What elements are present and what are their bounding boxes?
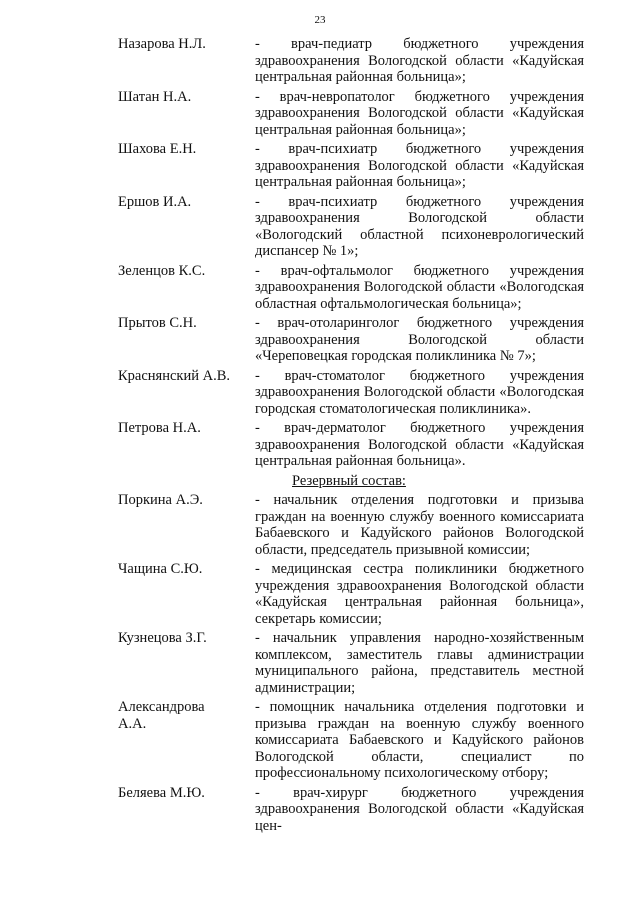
member-duty: - начальник управления народно-хозяйственным комплексом, заместитель главы администрации муниципального района, представитель местной администрации; [255, 630, 584, 696]
member-entry [0, 315, 640, 365]
member-name: Чащина С.Ю. [118, 561, 203, 577]
member-name-line: Александрова [118, 699, 205, 715]
member-entry [0, 420, 640, 470]
member-duty: - врач-психиатр бюджетного учреждения здравоохранения Вологодской области «Вологодский областной психоневрологический диспансер № 1»; [255, 193, 584, 259]
member-entry [0, 263, 640, 313]
member-duty: - врач-педиатр бюджетного учреждения здравоохранения Вологодской области «Кадуйская центральная районная больница»; [255, 36, 584, 85]
member-name [118, 699, 253, 732]
member-name: Краснянский А.В. [118, 367, 230, 384]
member-duty: - врач-невропатолог бюджетного учреждения здравоохранения Вологодской области «Кадуйская центральная районная больница»; [255, 88, 584, 138]
member-entry [0, 699, 640, 782]
member-name: Прытов С.Н. [118, 315, 197, 331]
member-duty: - врач-психиатр бюджетного учреждения здравоохранения Вологодской области «Кадуйская центральная районная больница»; [255, 141, 584, 190]
member-entry [0, 141, 640, 191]
member-duty: - врач-отоларинголог бюджетного учреждения здравоохранения Вологодской области «Череповецкая городская поликлиника № 7»; [255, 315, 584, 364]
member-duty: - начальник отделения подготовки и призыва граждан на военную службу военного комиссариата Бабаевского и Кадуйского районов Вологодской области, председатель призывной комиссии; [255, 492, 584, 558]
member-duty: - врач-дерматолог бюджетного учреждения здравоохранения Вологодской области «Кадуйская центральная районная больница». [255, 420, 584, 469]
member-name: Беляева М.Ю. [118, 784, 205, 801]
member-name: Петрова Н.А. [118, 420, 201, 436]
member-name: Назарова Н.Л. [118, 36, 206, 52]
member-name: Зеленцов К.С. [118, 262, 206, 279]
member-entry [0, 36, 640, 86]
member-name: Поркина А.Э. [118, 492, 203, 508]
member-duty: - врач-стоматолог бюджетного учреждения здравоохранения Вологодской области «Вологодская городская стоматологическая поликлиника». [255, 367, 584, 417]
member-duty: - врач-хирург бюджетного учреждения здравоохранения Вологодской области «Кадуйская цен- [255, 784, 584, 834]
member-entry [0, 785, 640, 835]
member-duty: - помощник начальника отделения подготовки и призыва граждан на военную службу военного комиссариата Бабаевского и Кадуйского районов Вологодской области, специалист по профессиональному психологическому отбору; [255, 699, 584, 781]
member-name: Шахова Е.Н. [118, 141, 197, 157]
page-number: 23 [314, 14, 326, 26]
member-duty: - медицинская сестра поликлиники бюджетного учреждения здравоохранения Вологодской области «Кадуйская центральная районная больница», секретарь комиссии; [255, 561, 584, 627]
member-entry [0, 492, 640, 558]
member-duty: - врач-офтальмолог бюджетного учреждения здравоохранения Вологодской области «Вологодская областная офтальмологическая больница»; [255, 262, 584, 312]
member-entry [0, 89, 640, 139]
member-name: Шатан Н.А. [118, 88, 192, 105]
member-entry [0, 630, 640, 696]
member-list [0, 36, 640, 837]
member-entry [0, 368, 640, 418]
member-name-line: А.А. [118, 715, 147, 732]
member-name: Кузнецова З.Г. [118, 630, 207, 646]
member-name: Ершов И.А. [118, 193, 192, 210]
member-entry [0, 194, 640, 260]
member-entry [0, 561, 640, 627]
reserve-heading: Резервный состав: [292, 472, 406, 489]
